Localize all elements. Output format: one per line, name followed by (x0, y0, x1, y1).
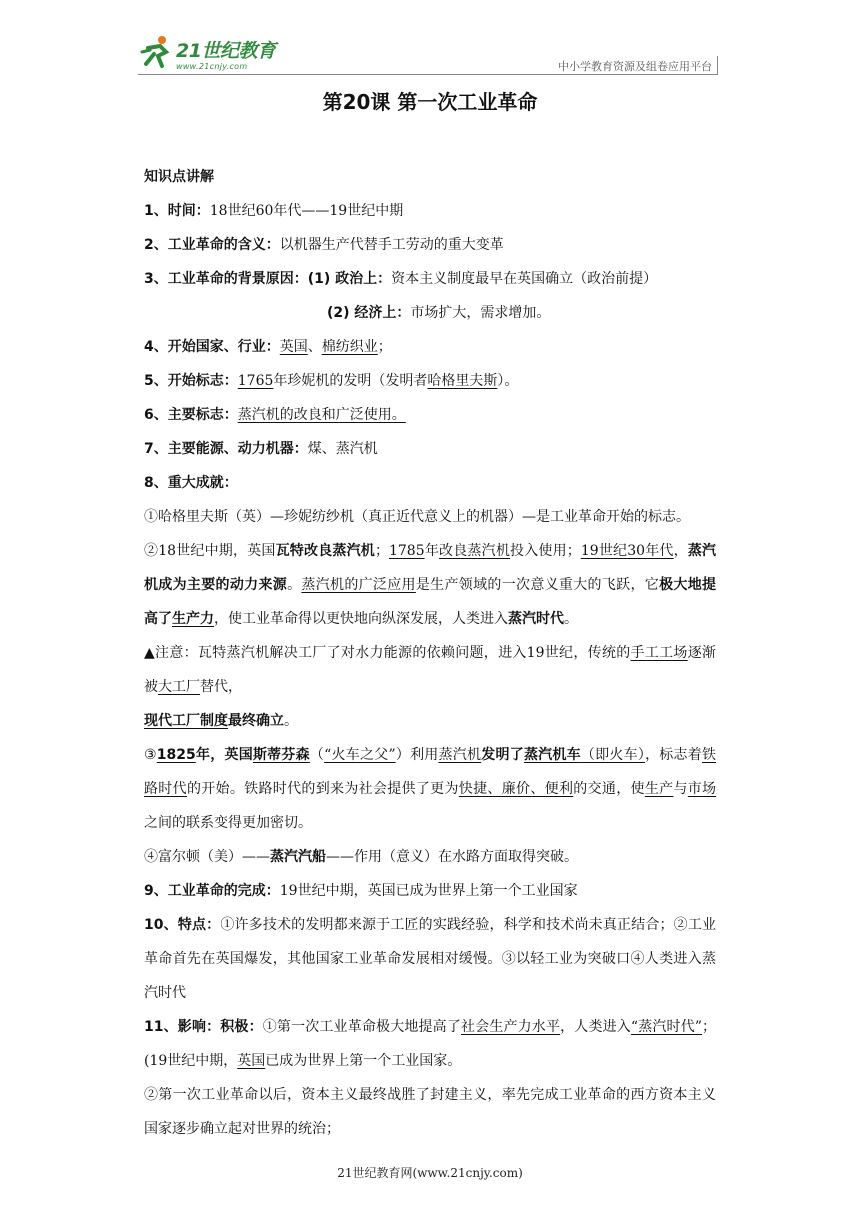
item-9: 9、工业革命的完成：19世纪中期，英国已成为世界上第一个工业国家 (144, 883, 578, 899)
item-5: 5、开始标志：1765年珍妮机的发明（发明者哈格里夫斯）。 (144, 373, 519, 389)
achievement-1: ①哈格里夫斯（英）—珍妮纺纱机（真正近代意义上的机器）—是工业革命开始的标志。 (144, 509, 690, 525)
item-11: 11、影响：积极：①第一次工业革命极大地提高了社会生产力水平，人类进入“蒸汽时代”；(19世纪中期，英国已成为世界上第一个工业国家。 (144, 1019, 717, 1069)
item-4: 4、开始国家、行业：英国、棉纺织业； (144, 339, 392, 355)
page-header (140, 30, 720, 76)
page-title: 第20课 第一次工业革命 (322, 90, 538, 114)
item-2: 2、工业革命的含义：以机器生产代替手工劳动的重大变革 (144, 237, 504, 253)
runner-logo-icon (140, 34, 174, 70)
item-10: 10、特点：①许多技术的发明都来源于工匠的实践经验，科学和技术尚未真正结合；②工业革命首先在英国爆发，其他国家工业革命发展相对缓慢。③以轻工业为突破口④人类进入蒸汽时代 (144, 917, 717, 1001)
header-divider-tick (717, 56, 718, 74)
platform-name: 中小学教育资源及组卷应用平台 (558, 60, 712, 73)
achievement-3: ③1825年，英国斯蒂芬森（“火车之父”）利用蒸汽机发明了蒸汽机车（即火车），标志着铁路时代的开始。铁路时代的到来为社会提供了更为快捷、廉价、便利的交通，使生产与市场之间的联系变得更加密切。 (144, 747, 717, 831)
item-6: 6、主要标志：蒸汽机的改良和广泛使用。 (144, 407, 406, 423)
header-divider (138, 74, 718, 75)
item-1: 1、时间：18世纪60年代——19世纪中期 (144, 203, 404, 219)
note: ▲注意：瓦特蒸汽机解决工厂了对水力能源的依赖问题，进入19世纪，传统的手工工场逐渐被大工厂替代， 现代工厂制度最终确立。 (144, 645, 716, 729)
logo-url: www.21cnjy.com (176, 62, 248, 71)
logo-text: 21世纪教育 (176, 40, 276, 62)
item-11-part-2: ②第一次工业革命以后，资本主义最终战胜了封建主义，率先完成工业革命的西方资本主义国家逐步确立起对世界的统治； (144, 1087, 716, 1137)
achievement-2: ②18世纪中期，英国瓦特改良蒸汽机；1785年改良蒸汽机投入使用；19世纪30年代，蒸汽机成为主要的动力来源。蒸汽机的广泛应用是生产领域的一次意义重大的飞跃，它极大地提高了生产力，使工业革命得以更快地向纵深发展，人类进入蒸汽时代。 (144, 543, 717, 627)
achievement-4: ④富尔顿（美）——蒸汽汽船——作用（意义）在水路方面取得突破。 (144, 849, 578, 865)
item-3: 3、工业革命的背景原因：(1) 政治上：资本主义制度最早在英国确立（政治前提） (144, 271, 658, 287)
item-8: 8、重大成就： (144, 475, 238, 491)
item-3-sub-2: (2) 经济上：市场扩大，需求增加。 (327, 305, 551, 321)
page-footer: 21世纪教育网(www.21cnjy.com) (337, 1166, 523, 1180)
site-logo (140, 34, 290, 74)
item-7: 7、主要能源、动力机器：煤、蒸汽机 (144, 441, 378, 457)
section-heading: 知识点讲解 (144, 169, 214, 185)
document-body (144, 160, 716, 1146)
